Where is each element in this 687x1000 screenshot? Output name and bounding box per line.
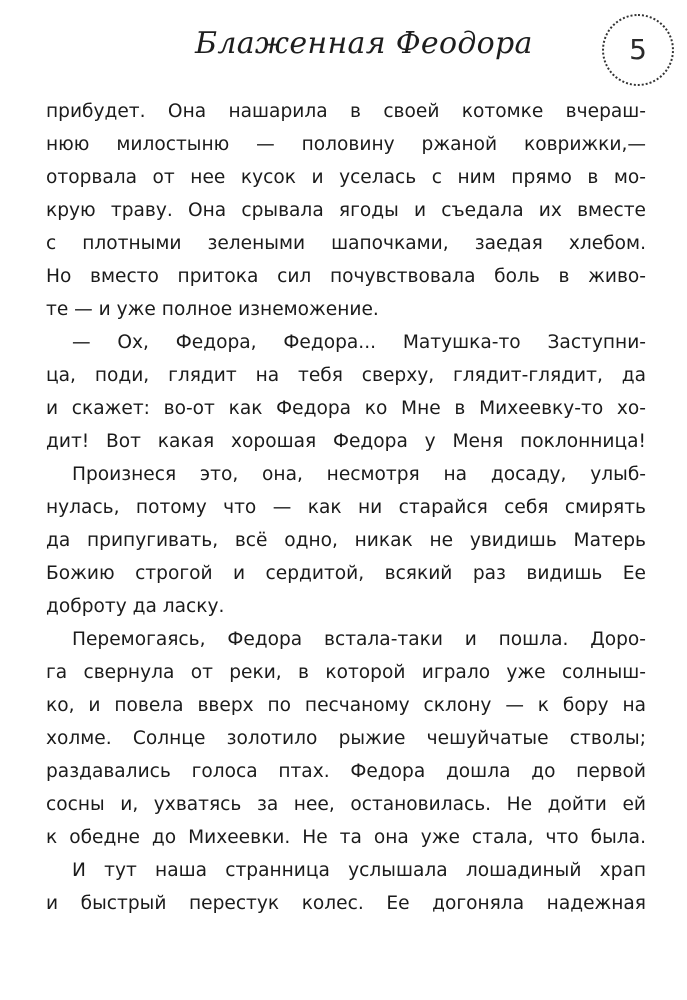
text-line: и быстрый перестук колес. Ее догоняла надежная bbox=[46, 893, 646, 914]
text-line: — Ох, Федора, Федора... Матушка-то Заступни- bbox=[72, 332, 646, 353]
text-line: нулась, потому что — как ни старайся себя смирять bbox=[46, 497, 646, 518]
text-line: крую траву. Она срывала ягоды и съедала их вместе bbox=[46, 200, 646, 221]
text-line: те — и уже полное изнеможение. bbox=[46, 299, 379, 320]
text-line: и скажет: во-от как Федора ко Мне в Михеевку-то хо- bbox=[46, 398, 646, 419]
page-header bbox=[0, 0, 687, 100]
text-line: холме. Солнце золотило рыжие чешуйчатые стволы; bbox=[46, 728, 646, 749]
text-line: доброту да ласку. bbox=[46, 596, 225, 617]
text-line: га свернула от реки, в которой играло уже солныш- bbox=[46, 662, 646, 683]
text-line: Произнеся это, она, несмотря на досаду, улыб- bbox=[72, 464, 646, 485]
text-line: Божию строгой и сердитой, всякий раз видишь Ее bbox=[46, 563, 646, 584]
text-line: Но вместо притока сил почувствовала боль в живо- bbox=[46, 266, 646, 287]
text-line: нюю милостыню — половину ржаной коврижки,— bbox=[46, 134, 646, 155]
text-line: Перемогаясь, Федора встала-таки и пошла. Доро- bbox=[72, 629, 646, 650]
page-number: 5 bbox=[629, 33, 647, 66]
running-title: Блаженная Феодора bbox=[195, 26, 533, 61]
body-text bbox=[46, 95, 646, 920]
text-line: ко, и повела вверх по песчаному склону — к бору на bbox=[46, 695, 646, 716]
text-line: И тут наша странница услышала лошадиный храп bbox=[72, 860, 646, 881]
text-line: да припугивать, всё одно, никак не увидишь Матерь bbox=[46, 530, 646, 551]
page-number-badge bbox=[602, 14, 674, 86]
text-line: с плотными зелеными шапочками, заедая хлебом. bbox=[46, 233, 646, 254]
text-line: ца, поди, глядит на тебя сверху, глядит-глядит, да bbox=[46, 365, 646, 386]
text-line: раздавались голоса птах. Федора дошла до первой bbox=[46, 761, 646, 782]
text-line: прибудет. Она нашарила в своей котомке вчераш- bbox=[46, 101, 646, 122]
text-line: дит! Вот какая хорошая Федора у Меня поклонница! bbox=[46, 431, 646, 452]
text-line: оторвала от нее кусок и уселась с ним прямо в мо- bbox=[46, 167, 646, 188]
text-line: к обедне до Михеевки. Не та она уже стала, что была. bbox=[46, 827, 646, 848]
text-line: сосны и, ухватясь за нее, остановилась. Не дойти ей bbox=[46, 794, 646, 815]
